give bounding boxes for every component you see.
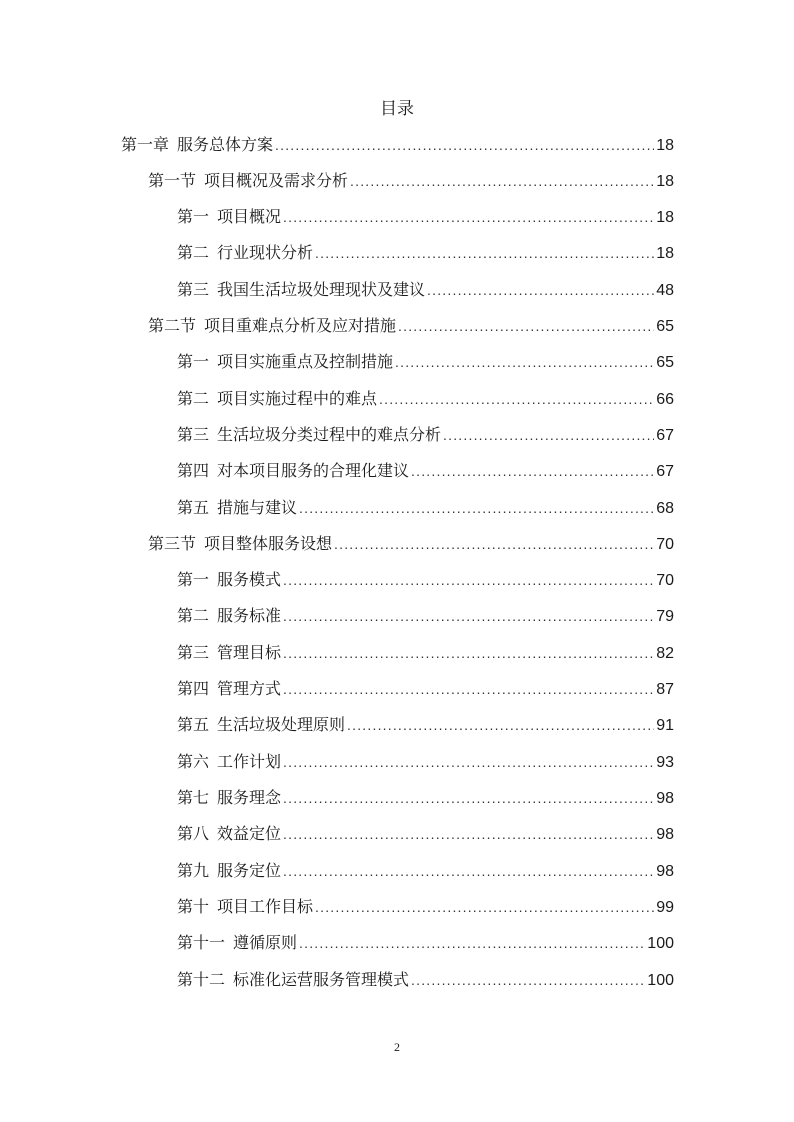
toc-entry-label: [177, 424, 441, 446]
toc-entry-page: 79: [656, 608, 674, 625]
dot-leader: [283, 605, 654, 627]
toc-entry-text: 项目概况: [217, 207, 282, 226]
toc-entry[interactable]: [177, 569, 674, 592]
toc-entry-page: 18: [656, 245, 674, 262]
page-number: 2: [394, 1040, 400, 1054]
toc-entry-number: 第七: [177, 788, 210, 807]
toc-title: 目录: [380, 99, 414, 119]
toc-entry-page: 98: [656, 863, 674, 880]
toc-entry[interactable]: [121, 134, 674, 157]
toc-entry-text: 管理方式: [217, 679, 282, 698]
toc-entry-label: [177, 714, 345, 736]
toc-entry-text: 生活垃圾处理原则: [217, 715, 346, 734]
toc-entry-page: 98: [656, 826, 674, 843]
toc-entry[interactable]: [177, 751, 674, 774]
toc-entry-page: 98: [656, 790, 674, 807]
toc-entry-text: 项目工作目标: [217, 897, 314, 916]
toc-entry-number: 第一节: [148, 171, 197, 190]
toc-entry-text: 工作计划: [217, 752, 282, 771]
toc-entry[interactable]: [177, 642, 674, 665]
toc-entry-number: 第二: [177, 243, 210, 262]
dot-leader: [283, 860, 654, 882]
dot-leader: [283, 569, 654, 591]
toc-entry-text: 项目实施过程中的难点: [217, 389, 378, 408]
toc-entry-label: [148, 170, 348, 192]
toc-entry[interactable]: [177, 932, 674, 955]
toc-entry-number: 第十二: [177, 970, 226, 989]
toc-entry[interactable]: [177, 206, 674, 229]
dot-leader: [427, 279, 654, 301]
toc-entry-text: 措施与建议: [217, 498, 298, 517]
toc-entry[interactable]: [177, 969, 674, 992]
toc-entry-label: [177, 279, 425, 301]
toc-entry-number: 第三: [177, 425, 210, 444]
toc-entry-page: 70: [656, 572, 674, 589]
toc-entry-label: [177, 605, 281, 627]
toc-entry-label: [177, 460, 409, 482]
toc-entry-page: 18: [656, 209, 674, 226]
toc-entry[interactable]: [177, 787, 674, 810]
dot-leader: [299, 932, 645, 954]
toc-entry[interactable]: [177, 424, 674, 447]
toc-entry[interactable]: [177, 242, 674, 265]
toc-entry-text: 标准化运营服务管理模式: [233, 970, 410, 989]
dot-leader: [395, 351, 654, 373]
toc-entry-number: 第一章: [121, 135, 170, 154]
toc-entry-number: 第二节: [148, 316, 197, 335]
toc-entry-text: 项目实施重点及控制措施: [217, 352, 394, 371]
toc-entry-number: 第五: [177, 715, 210, 734]
toc-entry-label: [177, 932, 297, 954]
dot-leader: [315, 242, 654, 264]
toc-entry-page: 91: [656, 717, 674, 734]
dot-leader: [350, 170, 654, 192]
toc-entry-number: 第五: [177, 498, 210, 517]
dot-leader: [283, 751, 654, 773]
toc-entry-label: [177, 860, 281, 882]
toc-entry-number: 第一: [177, 352, 210, 371]
toc-entry-page: 18: [656, 137, 674, 154]
toc-entry-page: 65: [656, 354, 674, 371]
toc-entry-label: [148, 315, 396, 337]
dot-leader: [334, 533, 654, 555]
dot-leader: [398, 315, 654, 337]
toc-entry-text: 服务总体方案: [177, 135, 274, 154]
toc-entry-label: [177, 388, 377, 410]
toc-entry-page: 87: [656, 681, 674, 698]
toc-entry-text: 项目重难点分析及应对措施: [204, 316, 397, 335]
toc-entry[interactable]: [148, 170, 674, 193]
toc-entry-label: [177, 642, 281, 664]
toc-entry-number: 第三节: [148, 534, 197, 553]
toc-entry[interactable]: [177, 714, 674, 737]
toc-entry-number: 第八: [177, 824, 210, 843]
toc-entry-number: 第三: [177, 280, 210, 299]
toc-entry[interactable]: [177, 460, 674, 483]
dot-leader: [315, 896, 654, 918]
toc-entry[interactable]: [177, 388, 674, 411]
toc-entry-page: 100: [647, 935, 674, 952]
toc-entry-number: 第十一: [177, 933, 226, 952]
toc-entry-label: [177, 206, 281, 228]
toc-entry-text: 项目整体服务设想: [204, 534, 333, 553]
toc-entry[interactable]: [177, 860, 674, 883]
toc-entry-label: [177, 569, 281, 591]
dot-leader: [347, 714, 654, 736]
dot-leader: [283, 823, 654, 845]
dot-leader: [283, 787, 654, 809]
toc-entry-number: 第一: [177, 570, 210, 589]
dot-leader: [283, 642, 654, 664]
toc-entry-number: 第十: [177, 897, 210, 916]
toc-entry-number: 第二: [177, 389, 210, 408]
dot-leader: [443, 424, 654, 446]
toc-entry-text: 服务标准: [217, 606, 282, 625]
toc-entry-label: [177, 351, 393, 373]
toc-entry-number: 第四: [177, 679, 210, 698]
toc-entry-text: 服务模式: [217, 570, 282, 589]
toc-entry-text: 行业现状分析: [217, 243, 314, 262]
toc-entry-page: 66: [656, 391, 674, 408]
dot-leader: [411, 460, 654, 482]
toc-entry-label: [148, 533, 332, 555]
toc-entry-page: 18: [656, 173, 674, 190]
toc-entry-page: 67: [656, 463, 674, 480]
toc-entry-label: [177, 678, 281, 700]
toc-entry-page: 70: [656, 536, 674, 553]
toc-entry[interactable]: [177, 351, 674, 374]
toc-entry[interactable]: [177, 678, 674, 701]
toc-entry-label: [177, 823, 281, 845]
toc-entry-page: 67: [656, 427, 674, 444]
dot-leader: [283, 678, 654, 700]
toc-entry-page: 100: [647, 972, 674, 989]
toc-entry-number: 第三: [177, 643, 210, 662]
toc-entry-label: [121, 134, 273, 156]
toc-entry-label: [177, 787, 281, 809]
toc-entry[interactable]: [177, 823, 674, 846]
toc-entry-number: 第九: [177, 861, 210, 880]
toc-entry[interactable]: [177, 896, 674, 919]
toc-entry-text: 管理目标: [217, 643, 282, 662]
toc-entry-text: 项目概况及需求分析: [204, 171, 349, 190]
toc-entry-label: [177, 969, 409, 991]
toc-entry-label: [177, 896, 313, 918]
dot-leader: [283, 206, 654, 228]
toc-entry-page: 82: [656, 645, 674, 662]
toc-entry-text: 对本项目服务的合理化建议: [217, 461, 410, 480]
toc-entry[interactable]: [177, 497, 674, 520]
dot-leader: [411, 969, 645, 991]
toc-entry[interactable]: [177, 279, 674, 302]
dot-leader: [379, 388, 654, 410]
toc-entry-number: 第一: [177, 207, 210, 226]
toc-entry-text: 生活垃圾分类过程中的难点分析: [217, 425, 442, 444]
toc-entry-page: 99: [656, 899, 674, 916]
toc-entry-text: 服务定位: [217, 861, 282, 880]
toc-entry-label: [177, 751, 281, 773]
dot-leader: [299, 497, 654, 519]
toc-entry-label: [177, 497, 297, 519]
toc-entry-text: 遵循原则: [233, 933, 298, 952]
toc-entry-text: 服务理念: [217, 788, 282, 807]
toc-entry-page: 48: [656, 282, 674, 299]
toc-entry-number: 第四: [177, 461, 210, 480]
toc-entry-text: 我国生活垃圾处理现状及建议: [217, 280, 426, 299]
toc-entry-text: 效益定位: [217, 824, 282, 843]
toc-entry[interactable]: [148, 533, 674, 556]
toc-entry-page: 65: [656, 318, 674, 335]
toc-entry-number: 第六: [177, 752, 210, 771]
toc-entry[interactable]: [177, 605, 674, 628]
dot-leader: [275, 134, 654, 156]
toc-entry-page: 68: [656, 500, 674, 517]
toc-entry-page: 93: [656, 754, 674, 771]
toc-entry-label: [177, 242, 313, 264]
toc-entry[interactable]: [148, 315, 674, 338]
toc-entry-number: 第二: [177, 606, 210, 625]
